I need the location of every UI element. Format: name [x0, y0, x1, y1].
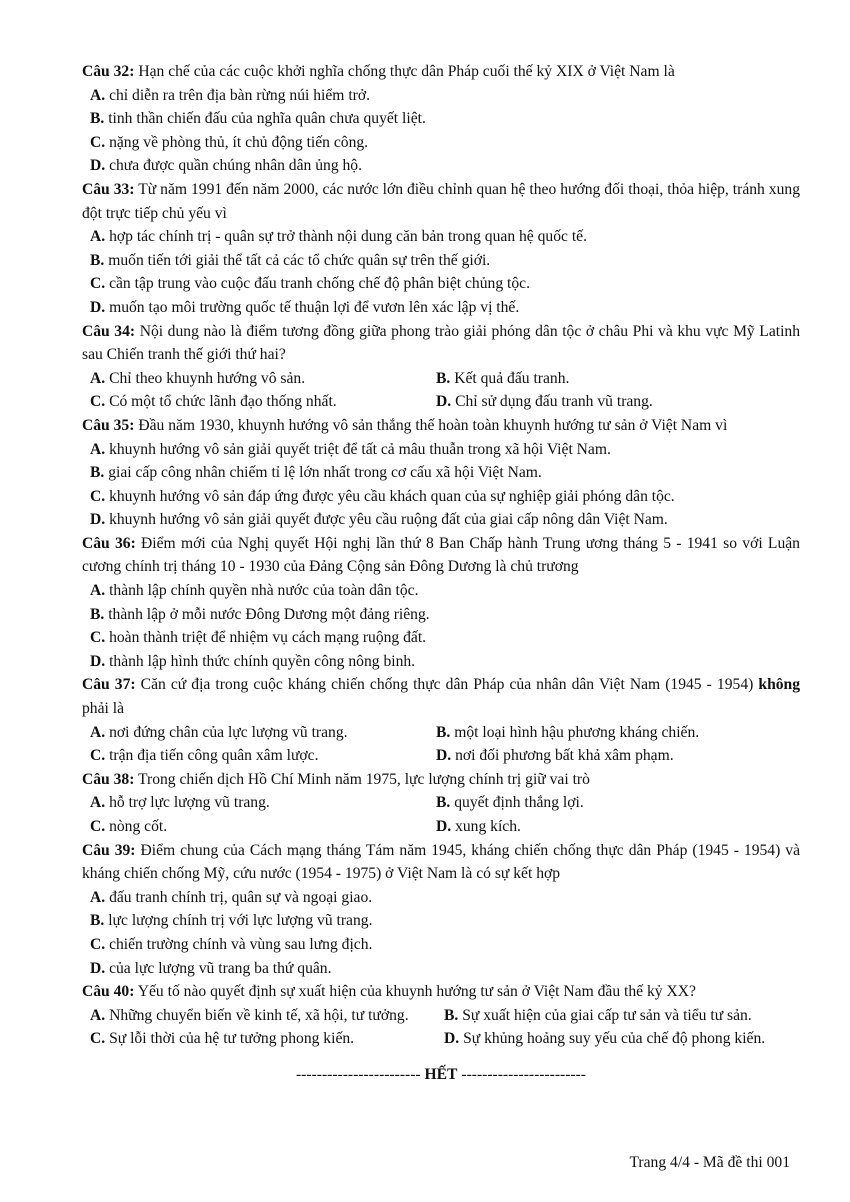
option-c: C. khuynh hướng vô sản đáp ứng được yêu cầu khách quan của sự nghiệp giải phóng dân tộc. — [90, 487, 675, 505]
option-d: D. xung kích. — [436, 818, 521, 835]
question-number: Câu 39: — [82, 841, 136, 859]
question-stem: Căn cứ địa trong cuộc kháng chiến chống thực dân Pháp của nhân dân Việt Nam (1945 - 1954) — [140, 676, 754, 694]
question-stem: Trong chiến dịch Hồ Chí Minh năm 1975, lực lượng chính trị giữ vai trò — [138, 770, 590, 788]
option-d: D. muốn tạo môi trường quốc tế thuận lợi để vươn lên xác lập vị thế. — [90, 298, 520, 316]
option-a: A. thành lập chính quyền nhà nước của toàn dân tộc. — [90, 582, 419, 600]
option-b: B. quyết định thắng lợi. — [436, 794, 584, 812]
option-b: B. giai cấp công nhân chiếm tỉ lệ lớn nhất trong cơ cấu xã hội Việt Nam. — [90, 464, 542, 482]
option-d: D. thành lập hình thức chính quyền công nông binh. — [90, 652, 416, 670]
option-a: A. hợp tác chính trị - quân sự trở thành nội dung căn bản trong quan hệ quốc tế. — [90, 228, 587, 246]
question-stem: Nội dung nào là điểm tương đồng giữa phong trào giải phóng dân tộc ở châu Phi và khu vực Mỹ Latinh sau Chiến tranh thế giới thứ hai? — [82, 322, 801, 364]
exam-content — [82, 60, 800, 1087]
option-c: C. trận địa tiến công quân xâm lược. — [90, 747, 319, 765]
option-d: D. chưa được quần chúng nhân dân ủng hộ. — [90, 157, 363, 175]
question-35 — [82, 414, 800, 532]
option-c: C. cần tập trung vào cuộc đấu tranh chống chế độ phân biệt chủng tộc. — [90, 275, 530, 293]
end-word: HẾT — [424, 1065, 458, 1083]
question-stem: Yếu tố nào quyết định sự xuất hiện của khuynh hướng tư sản ở Việt Nam đầu thế kỷ XX? — [137, 983, 696, 1001]
option-d: D. khuynh hướng vô sản giải quyết được yêu cầu ruộng đất của giai cấp nông dân Việt Nam. — [90, 511, 668, 529]
question-number: Câu 35: — [82, 416, 135, 434]
question-36 — [82, 532, 800, 674]
option-a: A. Chỉ theo khuynh hướng vô sản. — [90, 369, 306, 387]
question-39 — [82, 839, 800, 981]
option-c: C. hoàn thành triệt để nhiệm vụ cách mạng ruộng đất. — [90, 629, 427, 647]
option-c: C. Có một tổ chức lãnh đạo thống nhất. — [90, 393, 337, 411]
option-b: B. thành lập ở mỗi nước Đông Dương một đảng riêng. — [90, 605, 430, 623]
question-number: Câu 34: — [82, 322, 136, 340]
option-a: A. chỉ diễn ra trên địa bàn rừng núi hiểm trở. — [90, 86, 370, 104]
question-33 — [82, 178, 800, 320]
question-34 — [82, 320, 800, 414]
question-40 — [82, 980, 800, 1051]
option-b: B. một loại hình hậu phương kháng chiến. — [436, 723, 700, 741]
option-a: A. Những chuyển biến về kinh tế, xã hội, tư tưởng. — [90, 1006, 409, 1024]
option-a: A. đấu tranh chính trị, quân sự và ngoại giao. — [90, 888, 373, 906]
question-stem: Điểm chung của Cách mạng tháng Tám năm 1945, kháng chiến chống thực dân Pháp (1945 - 1954) và kháng chiến chống Mỹ, cứu nước (1954 - 1975) ở Việt Nam là có sự kết hợp — [82, 841, 801, 883]
option-c: C. chiến trường chính và vùng sau lưng địch. — [90, 935, 373, 953]
option-a: A. hỗ trợ lực lượng vũ trang. — [90, 794, 270, 812]
question-stem-tail: phải là — [82, 700, 124, 718]
question-number: Câu 38: — [82, 770, 135, 788]
question-stem: Đầu năm 1930, khuynh hướng vô sản thắng thế hoàn toàn khuynh hướng tư sản ở Việt Nam vì — [138, 416, 728, 434]
question-stem: Điểm mới của Nghị quyết Hội nghị lần thứ 8 Ban Chấp hành Trung ương tháng 5 - 1941 so với Luận cương chính trị tháng 10 - 1930 của Đảng Cộng sản Đông Dương là chủ trương — [82, 534, 800, 576]
option-c: C. nòng cốt. — [90, 818, 168, 835]
question-stem: Từ năm 1991 đến năm 2000, các nước lớn điều chỉnh quan hệ theo hướng đối thoại, thỏa hiệp, tránh xung đột trực tiếp chủ yếu vì — [82, 180, 800, 222]
option-b: B. Sự xuất hiện của giai cấp tư sản và tiểu tư sản. — [444, 1006, 752, 1024]
option-c: C. nặng về phòng thủ, ít chủ động tiến công. — [90, 133, 369, 151]
option-d: D. Sự khủng hoảng suy yếu của chế độ phong kiến. — [444, 1030, 766, 1048]
question-number: Câu 33: — [82, 180, 135, 198]
question-number: Câu 32: — [82, 63, 135, 80]
end-marker: ------------------------ HẾT ------------------------ — [295, 1065, 587, 1083]
option-d: D. Chỉ sử dụng đấu tranh vũ trang. — [436, 393, 653, 411]
question-stem-emphasis: không — [758, 676, 801, 694]
option-d: D. nơi đối phương bất khả xâm phạm. — [436, 747, 674, 765]
question-37 — [82, 673, 800, 767]
option-b: B. tinh thần chiến đấu của nghĩa quân chưa quyết liệt. — [90, 110, 426, 128]
question-number: Câu 40: — [82, 983, 135, 1001]
option-b: B. muốn tiến tới giải thể tất cả các tổ chức quân sự trên thế giới. — [90, 251, 491, 269]
option-b: B. lực lượng chính trị với lực lượng vũ trang. — [90, 912, 373, 930]
question-32 — [82, 60, 800, 178]
option-c: C. Sự lỗi thời của hệ tư tưởng phong kiến. — [90, 1030, 355, 1048]
question-stem: Hạn chế của các cuộc khởi nghĩa chống thực dân Pháp cuối thế kỷ XIX ở Việt Nam là — [138, 63, 675, 80]
option-d: D. của lực lượng vũ trang ba thứ quân. — [90, 959, 332, 977]
question-number: Câu 37: — [82, 676, 136, 694]
option-a: A. khuynh hướng vô sản giải quyết triệt để tất cả mâu thuẫn trong xã hội Việt Nam. — [90, 440, 611, 458]
page-footer: Trang 4/4 - Mã đề thi 001 — [629, 1154, 790, 1171]
option-a: A. nơi đứng chân của lực lượng vũ trang. — [90, 723, 348, 741]
option-b: B. Kết quả đấu tranh. — [436, 369, 570, 387]
question-number: Câu 36: — [82, 534, 136, 552]
question-38 — [82, 768, 800, 839]
